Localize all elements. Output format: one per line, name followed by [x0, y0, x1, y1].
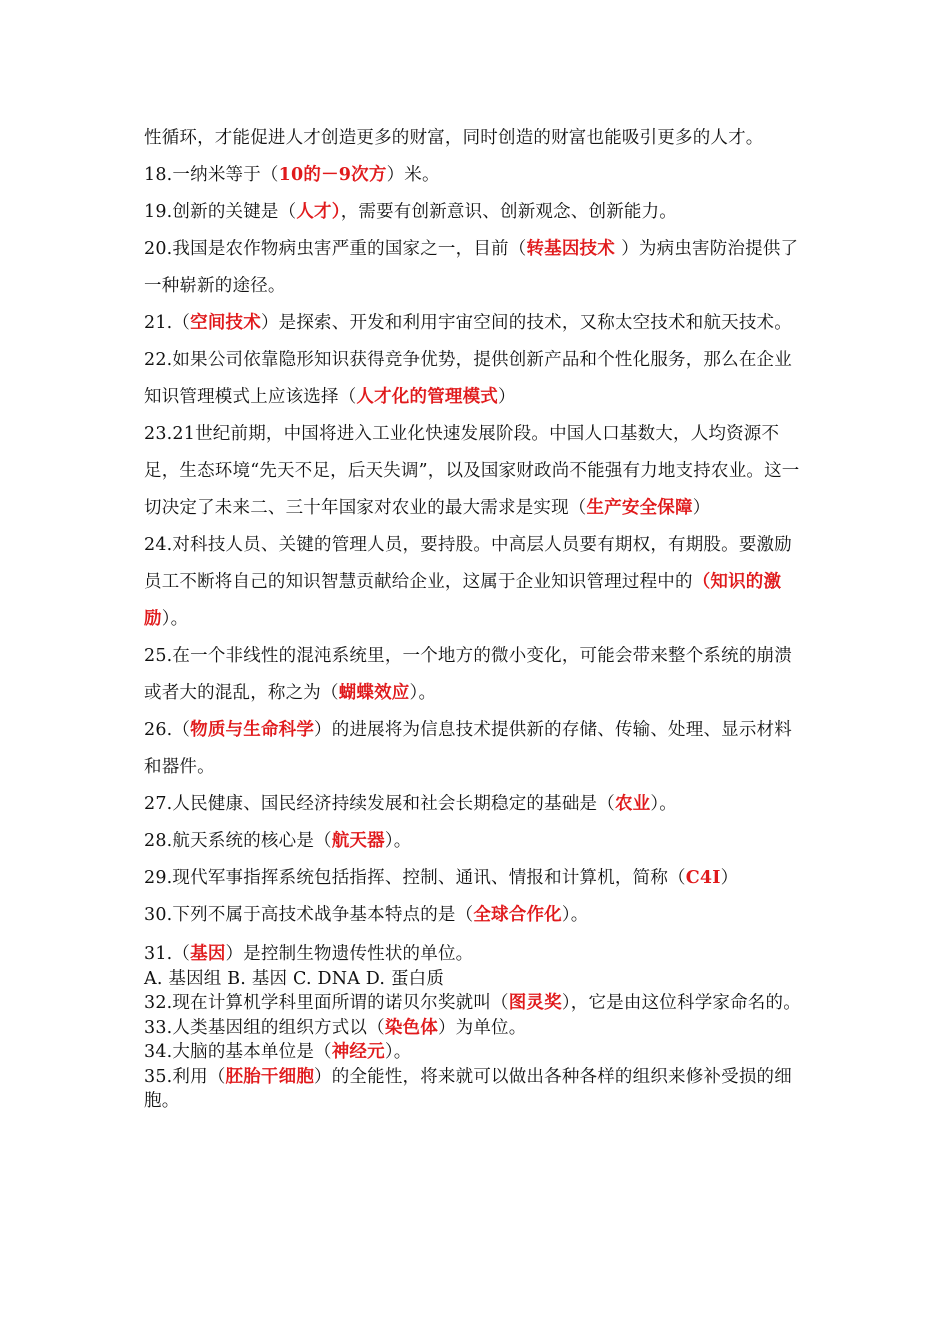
answer-text: 农业 — [614, 794, 651, 814]
question-list — [144, 120, 808, 1114]
question-q31 — [144, 942, 808, 967]
question-text: ） — [498, 387, 516, 407]
answer-text: 生产安全保障 — [586, 498, 693, 518]
question-text: ）的进展将为信息技术提供新的存储、传输、处理、显示材料和器件。 — [144, 720, 792, 777]
question-q32 — [144, 991, 808, 1016]
question-q27 — [144, 786, 808, 823]
question-text: ）。 — [384, 831, 412, 851]
question-text: ）米。 — [386, 165, 440, 185]
question-text: 19.创新的关键是（ — [144, 202, 297, 222]
question-text: 22.如果公司依靠隐形知识获得竞争优势，提供创新产品和个性化服务，那么在企业知识管理模式上应该选择（ — [144, 350, 792, 407]
question-q22 — [144, 342, 808, 416]
question-text: 29.现代军事指挥系统包括指挥、控制、通讯、情报和计算机，简称（ — [144, 868, 686, 888]
question-text: ）。 — [384, 1042, 412, 1062]
answer-text: C4I — [685, 868, 721, 888]
question-q23 — [144, 416, 808, 527]
question-text: 28.航天系统的核心是（ — [144, 831, 332, 851]
answer-text: 图灵奖 — [508, 993, 562, 1013]
question-p17 — [144, 120, 808, 157]
question-text: ）为病虫害防治提供了一种崭新的途径。 — [144, 239, 799, 296]
answer-text: （知识的激励 — [144, 572, 782, 629]
question-text: 31.（ — [144, 944, 191, 964]
question-q29 — [144, 860, 808, 897]
question-text: ），它是由这位科学家命名的。 — [561, 993, 801, 1013]
question-q30 — [144, 897, 808, 934]
question-text: 24.对科技人员、关键的管理人员，要持股。中高层人员要有期权，有期股。要激励员工不断将自己的知识智慧贡献给企业，这属于企业知识管理过程中的 — [144, 535, 792, 592]
answer-text: 全球合作化 — [473, 905, 562, 925]
question-text: 30.下列不属于高技术战争基本特点的是（ — [144, 905, 474, 925]
question-q26 — [144, 712, 808, 786]
question-text: 21.（ — [144, 313, 191, 333]
answer-text: 人才化的管理模式 — [356, 387, 499, 407]
question-q19 — [144, 194, 808, 231]
question-text: 32.现在计算机学科里面所谓的诺贝尔奖就叫（ — [144, 993, 509, 1013]
group-gap — [144, 934, 808, 942]
question-text: ）。 — [650, 794, 677, 814]
question-text: ）是探索、开发和利用宇宙空间的技术，又称太空技术和航天技术。 — [260, 313, 792, 333]
question-text: ） — [692, 498, 711, 518]
question-q35 — [144, 1065, 808, 1114]
question-text: 26.（ — [144, 720, 191, 740]
answer-text: 神经元 — [331, 1042, 385, 1062]
question-group-spaced — [144, 120, 808, 934]
question-q24 — [144, 527, 808, 638]
question-text: 35.利用（ — [144, 1066, 226, 1087]
question-text: 34.大脑的基本单位是（ — [144, 1042, 332, 1062]
question-text: ，需要有创新意识、创新观念、创新能力。 — [340, 202, 678, 222]
question-text: ）的全能性，将来就可以做出各种各样的组织来修补受损的细胞。 — [144, 1066, 792, 1111]
question-text: 33.人类基因组的组织方式以（ — [144, 1017, 385, 1038]
question-text: 18.一纳米等于（ — [144, 165, 279, 185]
answer-text: 航天器 — [331, 831, 385, 851]
question-q18 — [144, 157, 808, 194]
question-q21 — [144, 305, 808, 342]
question-text: ）是控制生物遗传性状的单位。 — [225, 944, 474, 964]
answer-text: 转基因技术 — [526, 239, 622, 259]
question-q20 — [144, 231, 808, 305]
question-q34 — [144, 1040, 808, 1065]
answer-text: 空间技术 — [190, 313, 261, 333]
question-text: 性循环，才能促进人才创造更多的财富，同时创造的财富也能吸引更多的人才。 — [144, 128, 764, 148]
question-text: ） — [720, 868, 739, 888]
answer-text: 物质与生命科学 — [190, 720, 315, 740]
question-text: 27.人民健康、国民经济持续发展和社会长期稳定的基础是（ — [144, 794, 615, 814]
question-text: 23.21世纪前期，中国将进入工业化快速发展阶段。中国人口基数大，人均资源不足，生态环境“先天不足，后天失调”，以及国家财政尚不能强有力地支持农业。这一切决定了未来二、三十年国家对农业的最大需求是实现（ — [144, 424, 800, 518]
answer-text: 人才） — [296, 202, 341, 222]
question-text: ）。 — [161, 609, 189, 629]
question-text: ）为单位。 — [437, 1017, 527, 1038]
question-text: ）。 — [561, 905, 589, 925]
question-text: 20.我国是农作物病虫害严重的国家之一，目前（ — [144, 239, 527, 259]
question-text: A. 基因组 B. 基因 C. DNA D. 蛋白质 — [144, 968, 445, 989]
question-text: ）。 — [409, 683, 437, 703]
answer-text: 蝴蝶效应 — [338, 683, 410, 703]
question-q28 — [144, 823, 808, 860]
question-group-compact — [144, 942, 808, 1114]
answer-text: 10的－9次方 — [278, 165, 387, 185]
question-q25 — [144, 638, 808, 712]
question-text: 25.在一个非线性的混沌系统里，一个地方的微小变化，可能会带来整个系统的崩溃或者大的混乱，称之为（ — [144, 646, 792, 703]
question-q33 — [144, 1016, 808, 1041]
answer-text: 染色体 — [384, 1017, 438, 1038]
answer-text: 胚胎干细胞 — [225, 1066, 315, 1087]
answer-text: 基因 — [190, 944, 226, 964]
question-q31-options — [144, 967, 808, 992]
